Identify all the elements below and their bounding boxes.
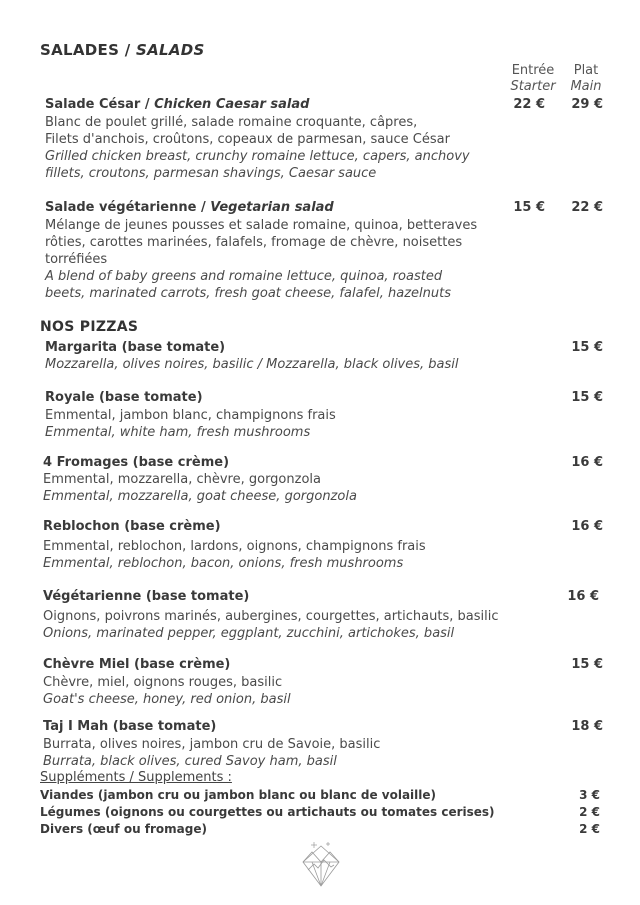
salads-section-title: SALADES / SALADS — [40, 41, 205, 59]
pizzas-section-title: NOS PIZZAS — [40, 319, 139, 335]
menu-item-description: Blanc de poulet grillé, salade romaine croquante, câpres, Filets d'anchois, croûtons, copeaux de parmesan, sauce César Grilled chicken breast, crunchy romaine lettuce, capers, anchovy fillets, croutons, parmesan shavings, Caesar sauce — [45, 115, 470, 181]
menu-item-name: 4 Fromages (base crème) — [43, 455, 230, 470]
menu-item-description: Oignons, poivrons marinés, aubergines, courgettes, artichauts, basilic Onions, marinated pepper, eggplant, zucchini, artichokes, basil — [43, 609, 499, 641]
price: 16 € — [571, 455, 603, 470]
supplement-label: Divers (œuf ou fromage) — [40, 822, 207, 836]
menu-item-description: Mozzarella, olives noires, basilic / Mozzarella, black olives, basil — [45, 357, 459, 372]
supplement-label: Viandes (jambon cru ou jambon blanc ou blanc de volaille) — [40, 788, 436, 802]
menu-item-name: Margarita (base tomate) — [45, 340, 226, 355]
supplement-label: Légumes (oignons ou courgettes ou artichauts ou tomates cerises) — [40, 805, 495, 819]
supplements-title: Suppléments / Supplements : — [40, 770, 232, 785]
price: 15 € — [571, 340, 603, 355]
price-starter: 22 € — [513, 97, 545, 112]
menu-item-name: Chèvre Miel (base crème) — [43, 657, 231, 672]
menu-item-description: Emmental, reblochon, lardons, oignons, champignons frais Emmental, reblochon, bacon, onions, fresh mushrooms — [43, 539, 426, 571]
supplement-price: 2 € — [579, 822, 600, 836]
menu-item-name: Salade César / Chicken Caesar salad — [45, 97, 310, 112]
menu-item-name: Reblochon (base crème) — [43, 519, 221, 534]
menu-item-description: Emmental, mozzarella, chèvre, gorgonzola Emmental, mozzarella, goat cheese, gorgonzola — [43, 472, 357, 504]
menu-item-description: Mélange de jeunes pousses et salade romaine, quinoa, betteraves rôties, carottes marinées, falafels, fromage de chèvre, noisettes torréfiées A blend of baby greens and romaine lettuce, quinoa, roasted beets, marinated carrots, fresh goat cheese, falafel, hazelnuts — [45, 218, 478, 301]
price: 16 € — [567, 589, 599, 604]
price-main: 29 € — [571, 97, 603, 112]
price-main: 22 € — [571, 200, 603, 215]
supplement-price: 2 € — [579, 805, 600, 819]
price: 18 € — [571, 719, 603, 734]
price: 16 € — [571, 519, 603, 534]
price: 15 € — [571, 657, 603, 672]
price: 15 € — [571, 390, 603, 405]
price-starter: 15 € — [513, 200, 545, 215]
supplement-price: 3 € — [579, 788, 600, 802]
menu-item-name: Salade végétarienne / Vegetarian salad — [45, 200, 334, 215]
menu-item-description: Chèvre, miel, oignons rouges, basilic Goat's cheese, honey, red onion, basil — [43, 675, 291, 707]
column-header-main: Plat Main — [570, 63, 602, 94]
menu-item-name: Taj I Mah (base tomate) — [43, 719, 217, 734]
menu-item-description: Burrata, olives noires, jambon cru de Savoie, basilic Burrata, black olives, cured Savoy ham, basil — [43, 737, 381, 769]
column-header-starter: Entrée Starter — [510, 63, 556, 94]
menu-item-name: Végétarienne (base tomate) — [43, 589, 250, 604]
menu-item-name: Royale (base tomate) — [45, 390, 203, 405]
menu-item-description: Emmental, jambon blanc, champignons frais Emmental, white ham, fresh mushrooms — [45, 408, 336, 440]
diamond-mountain-icon — [298, 840, 344, 890]
